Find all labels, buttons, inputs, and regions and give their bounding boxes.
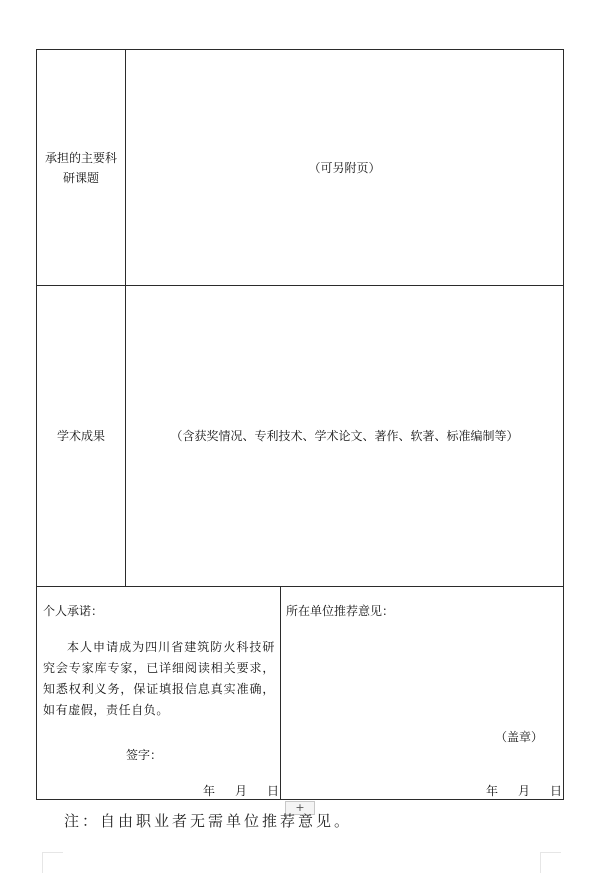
- date-year: 年: [203, 784, 216, 798]
- date-month: 月: [235, 784, 248, 798]
- research-projects-hint: （可另附页）: [308, 160, 381, 175]
- personal-commitment-title: 个人承诺：: [43, 604, 104, 618]
- academic-achievements-label: 学术成果: [56, 429, 105, 443]
- application-form-table: [36, 49, 564, 800]
- research-projects-label-cell: [37, 50, 125, 285]
- academic-achievements-input-cell[interactable]: [126, 286, 563, 586]
- page-corner-marker: [42, 852, 63, 873]
- unit-recommendation-cell[interactable]: [281, 587, 563, 799]
- date-month: 月: [518, 784, 531, 798]
- date-day: 日: [267, 784, 280, 798]
- page-corner-marker: [540, 852, 561, 873]
- date-day: 日: [550, 784, 563, 798]
- personal-commitment-cell[interactable]: [37, 587, 280, 799]
- academic-achievements-label-cell: [37, 286, 125, 586]
- unit-recommendation-date: [486, 782, 562, 799]
- research-projects-label-line2: 研课题: [62, 170, 99, 185]
- footnote: 注：自由职业者无需单位推荐意见。: [64, 812, 353, 830]
- research-projects-input-cell[interactable]: [126, 50, 563, 285]
- academic-achievements-hint: （含获奖情况、专利技术、学术论文、著作、软著、标准编制等）: [170, 429, 519, 443]
- signature-label: 签字：: [126, 748, 163, 762]
- personal-commitment-date: [203, 782, 279, 799]
- personal-commitment-body: 本人申请成为四川省建筑防火科技研究会专家库专家，已详细阅读相关要求，知悉权利义务，保证填报信息真实准确，如有虚假，责任自负。: [43, 640, 275, 717]
- date-year: 年: [486, 784, 499, 798]
- research-projects-label-line1: 承担的主要科: [44, 150, 117, 165]
- unit-recommendation-title: 所在单位推荐意见：: [286, 604, 395, 618]
- add-row-button[interactable]: +: [285, 801, 315, 815]
- seal-label: （盖章）: [495, 730, 544, 744]
